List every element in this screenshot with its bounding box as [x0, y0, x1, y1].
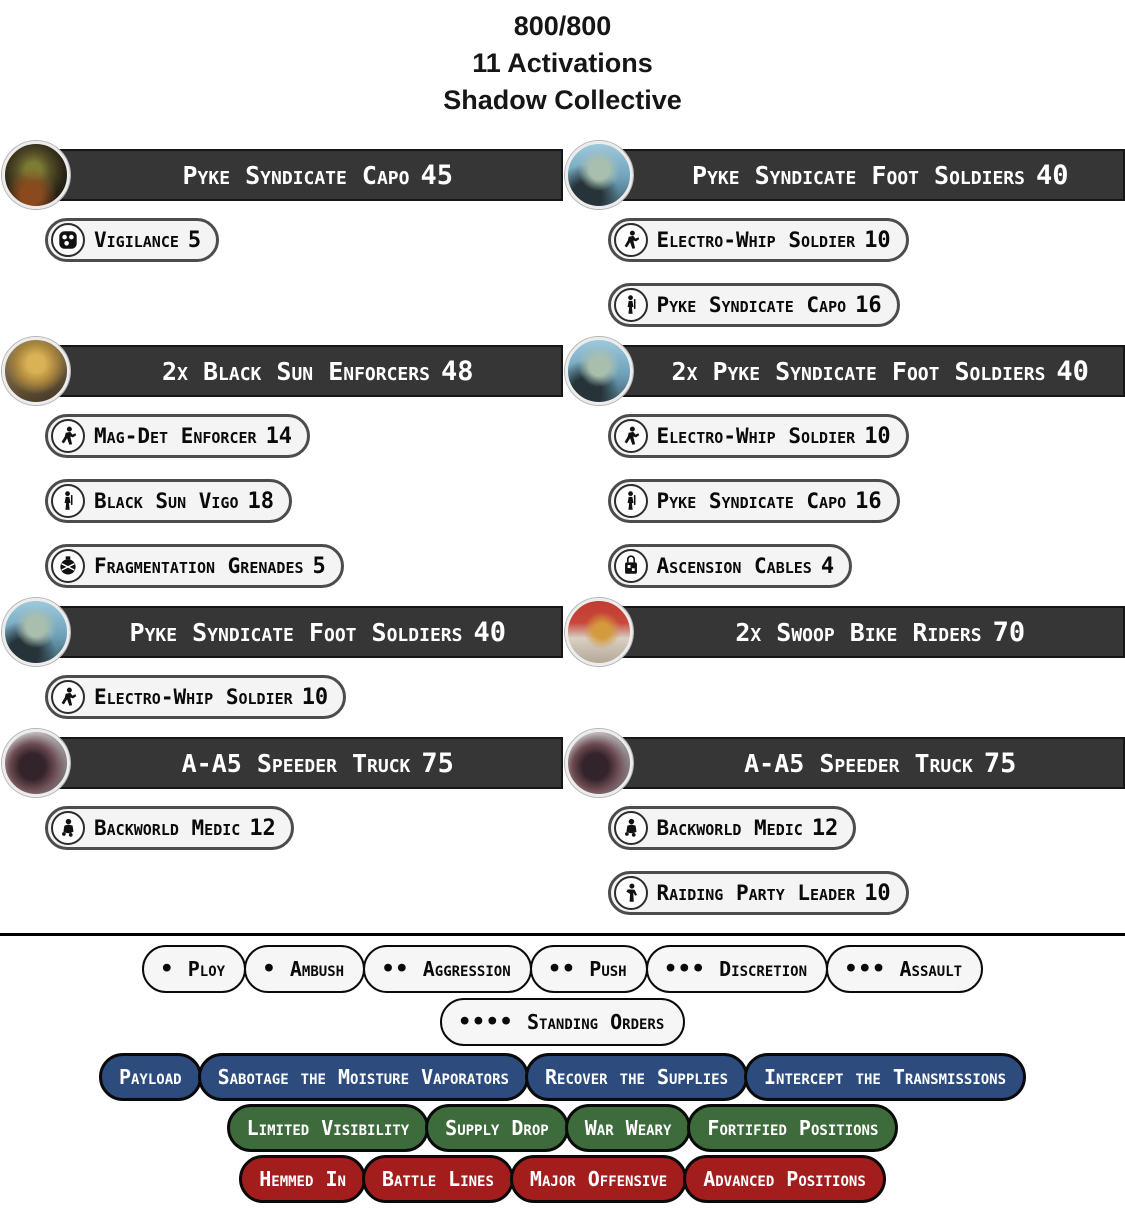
unit-header-bar[interactable] [618, 345, 1125, 397]
unit-points: 75 [421, 747, 454, 779]
unit-header-bar[interactable] [55, 149, 563, 201]
upgrade-label: Vigilance [94, 228, 179, 252]
unit-portrait[interactable] [565, 729, 633, 797]
upgrade-list [45, 675, 563, 719]
unit-card [563, 737, 1125, 915]
faction-name: Shadow Collective [443, 85, 682, 115]
unit-portrait[interactable] [2, 337, 70, 405]
crew-icon [614, 811, 648, 845]
command-card-row [0, 998, 1125, 1046]
upgrade-points: 10 [301, 684, 329, 710]
upgrade-pill[interactable] [608, 871, 909, 915]
deployment-card-label: Hemmed In [259, 1167, 346, 1191]
upgrade-label: Raiding Party Leader [656, 881, 856, 905]
leader-icon [614, 876, 648, 910]
command-card-label: Assault [899, 957, 963, 981]
upgrade-pill[interactable] [45, 414, 310, 458]
command-card-pill[interactable] [440, 998, 686, 1046]
command-card-label: Ambush [289, 957, 345, 981]
upgrade-pill[interactable] [45, 806, 294, 850]
upgrade-list [45, 218, 563, 262]
heavy-weapon-icon [51, 419, 85, 453]
condition-card-row [0, 1104, 1125, 1152]
upgrade-points: 16 [855, 292, 882, 318]
unit-title: Pyke Syndicate Capo [182, 160, 410, 190]
personnel-icon [614, 288, 648, 322]
command-card-label: Aggression [422, 957, 511, 981]
unit-header [563, 149, 1125, 201]
pips-icon: ● [162, 959, 177, 975]
command-card-pill[interactable] [646, 945, 828, 993]
upgrade-label: Electro-Whip Soldier [656, 228, 856, 252]
upgrade-points: 12 [249, 815, 276, 841]
unit-portrait[interactable] [2, 729, 70, 797]
heavy-weapon-icon [614, 223, 648, 257]
condition-card-pill[interactable] [565, 1104, 692, 1152]
unit-title: Pyke Syndicate Foot Soldiers [692, 160, 1025, 190]
training-icon [51, 223, 85, 257]
unit-card [563, 606, 1125, 658]
unit-portrait[interactable] [565, 598, 633, 666]
upgrade-list [608, 806, 1125, 915]
objective-card-pill[interactable] [525, 1053, 748, 1101]
pips-icon: ●● [550, 959, 579, 975]
unit-header [0, 149, 563, 201]
upgrade-label: Pyke Syndicate Capo [656, 293, 847, 317]
unit-header [0, 345, 563, 397]
deployment-card-pill[interactable] [683, 1155, 886, 1203]
unit-card [563, 149, 1125, 327]
grenades-icon [51, 549, 85, 583]
unit-title: A-A5 Speeder Truck [744, 748, 973, 778]
upgrade-pill[interactable] [608, 283, 900, 327]
objective-card-row [0, 1053, 1125, 1101]
objective-card-pill[interactable] [99, 1053, 202, 1101]
activations-count: 11 Activations [472, 48, 653, 78]
condition-card-label: War Weary [584, 1116, 672, 1140]
heavy-weapon-icon [614, 419, 648, 453]
unit-points: 45 [420, 159, 453, 191]
unit-header [563, 737, 1125, 789]
upgrade-points: 18 [247, 488, 274, 514]
pips-icon: ● [265, 959, 279, 975]
unit-points: 40 [1056, 355, 1089, 387]
upgrade-pill[interactable] [45, 544, 344, 588]
unit-points: 70 [992, 616, 1026, 648]
upgrade-points: 12 [811, 815, 839, 841]
upgrade-points: 5 [187, 227, 202, 253]
upgrade-list [608, 218, 1125, 327]
upgrade-list [45, 414, 563, 588]
crew-icon [51, 811, 85, 845]
unit-header-bar[interactable] [618, 149, 1125, 201]
upgrade-pill[interactable] [608, 414, 909, 458]
gear-icon [614, 549, 648, 583]
unit-title: Pyke Syndicate Foot Soldiers [129, 617, 463, 647]
upgrade-pill[interactable] [608, 218, 909, 262]
unit-card [0, 737, 563, 850]
unit-portrait[interactable] [2, 141, 70, 209]
heavy-weapon-icon [51, 680, 85, 714]
upgrade-points: 5 [312, 553, 326, 579]
command-card-label: Push [589, 957, 627, 981]
upgrade-label: Fragmentation Grenades [94, 554, 304, 578]
pips-icon: ●● [384, 959, 412, 975]
command-card-label: Discretion [719, 957, 807, 981]
upgrade-pill[interactable] [45, 675, 346, 719]
upgrade-list [45, 806, 563, 850]
command-card-pill[interactable] [826, 945, 983, 993]
unit-header [563, 345, 1125, 397]
personnel-icon [614, 484, 648, 518]
unit-header-bar[interactable] [55, 345, 563, 397]
deployment-card-pill[interactable] [239, 1155, 366, 1203]
objective-card-label: Intercept the Transmissions [764, 1065, 1007, 1089]
unit-portrait[interactable] [565, 337, 633, 405]
pips-icon: ●●● [666, 959, 709, 975]
objective-card-label: Sabotage the Moisture Vaporators [217, 1065, 509, 1089]
pips-icon: ●●● [847, 959, 889, 975]
condition-card-pill[interactable] [227, 1104, 430, 1152]
unit-portrait[interactable] [2, 598, 70, 666]
command-card-label: Ploy [187, 957, 226, 981]
unit-header [0, 606, 563, 658]
command-card-pill[interactable] [530, 945, 648, 993]
personnel-icon [51, 484, 85, 518]
objective-card-pill[interactable] [198, 1053, 529, 1101]
pips-icon: ●●●● [460, 1012, 517, 1028]
upgrade-label: Electro-Whip Soldier [94, 685, 293, 709]
upgrade-label: Electro-Whip Soldier [656, 424, 856, 448]
unit-points: 40 [1035, 159, 1069, 191]
unit-header-bar[interactable] [55, 737, 563, 789]
unit-title: A-A5 Speeder Truck [181, 748, 411, 778]
unit-row [0, 149, 1125, 327]
unit-list [0, 149, 1125, 915]
unit-header-bar[interactable] [618, 737, 1125, 789]
unit-card [0, 149, 563, 262]
command-card-pill[interactable] [363, 945, 532, 993]
unit-title: 2x Black Sun Enforcers [162, 356, 430, 386]
unit-points: 40 [473, 616, 506, 648]
upgrade-pill[interactable] [608, 479, 900, 523]
upgrade-list [608, 414, 1125, 588]
upgrade-label: Ascension Cables [656, 554, 812, 578]
unit-card [0, 606, 563, 719]
unit-header-bar[interactable] [55, 606, 563, 658]
unit-row [0, 606, 1125, 719]
upgrade-label: Backworld Medic [94, 816, 241, 840]
unit-card [0, 345, 563, 588]
upgrade-pill[interactable] [45, 479, 292, 523]
points-total: 800/800 [513, 11, 612, 41]
unit-points: 48 [440, 355, 474, 387]
unit-title: 2x Pyke Syndicate Foot Soldiers [671, 356, 1046, 386]
upgrade-label: Pyke Syndicate Capo [656, 489, 847, 513]
upgrade-label: Backworld Medic [656, 816, 803, 840]
deployment-card-row [0, 1155, 1125, 1203]
upgrade-points: 10 [864, 423, 891, 449]
upgrade-points: 10 [864, 880, 891, 906]
condition-card-pill[interactable] [425, 1104, 569, 1152]
unit-portrait[interactable] [565, 141, 633, 209]
upgrade-label: Black Sun Vigo [94, 489, 239, 513]
upgrade-pill[interactable] [608, 806, 857, 850]
command-card-row [0, 945, 1125, 993]
upgrade-points: 16 [855, 488, 882, 514]
deployment-card-label: Advanced Positions [703, 1167, 866, 1191]
list-summary [0, 0, 1125, 119]
unit-row [0, 345, 1125, 588]
condition-card-label: Fortified Positions [707, 1116, 879, 1140]
upgrade-points: 10 [864, 227, 891, 253]
command-card-label: Standing Orders [527, 1010, 665, 1034]
condition-card-pill[interactable] [687, 1104, 898, 1152]
unit-header-bar[interactable] [618, 606, 1125, 658]
condition-card-label: Supply Drop [445, 1116, 549, 1140]
command-card-pill[interactable] [244, 945, 365, 993]
unit-header [563, 606, 1125, 658]
upgrade-points: 14 [265, 423, 293, 449]
deployment-card-label: Major Offensive [529, 1167, 668, 1191]
deployment-card-pill[interactable] [362, 1155, 514, 1203]
unit-points: 75 [983, 747, 1017, 779]
unit-card [563, 345, 1125, 588]
condition-card-label: Limited Visibility [246, 1116, 410, 1140]
unit-row [0, 737, 1125, 915]
deployment-card-pill[interactable] [510, 1155, 687, 1203]
section-divider [0, 933, 1125, 936]
upgrade-points: 4 [820, 553, 835, 579]
upgrade-pill[interactable] [45, 218, 219, 262]
command-card-pill[interactable] [142, 945, 246, 993]
upgrade-label: Mag-Det Enforcer [94, 424, 257, 448]
unit-header [0, 737, 563, 789]
unit-title: 2x Swoop Bike Riders [735, 617, 982, 647]
upgrade-pill[interactable] [608, 544, 853, 588]
objective-card-label: Recover the Supplies [544, 1065, 729, 1089]
objective-card-label: Payload [118, 1065, 182, 1089]
deployment-card-label: Battle Lines [381, 1167, 494, 1191]
objective-card-pill[interactable] [744, 1053, 1026, 1101]
